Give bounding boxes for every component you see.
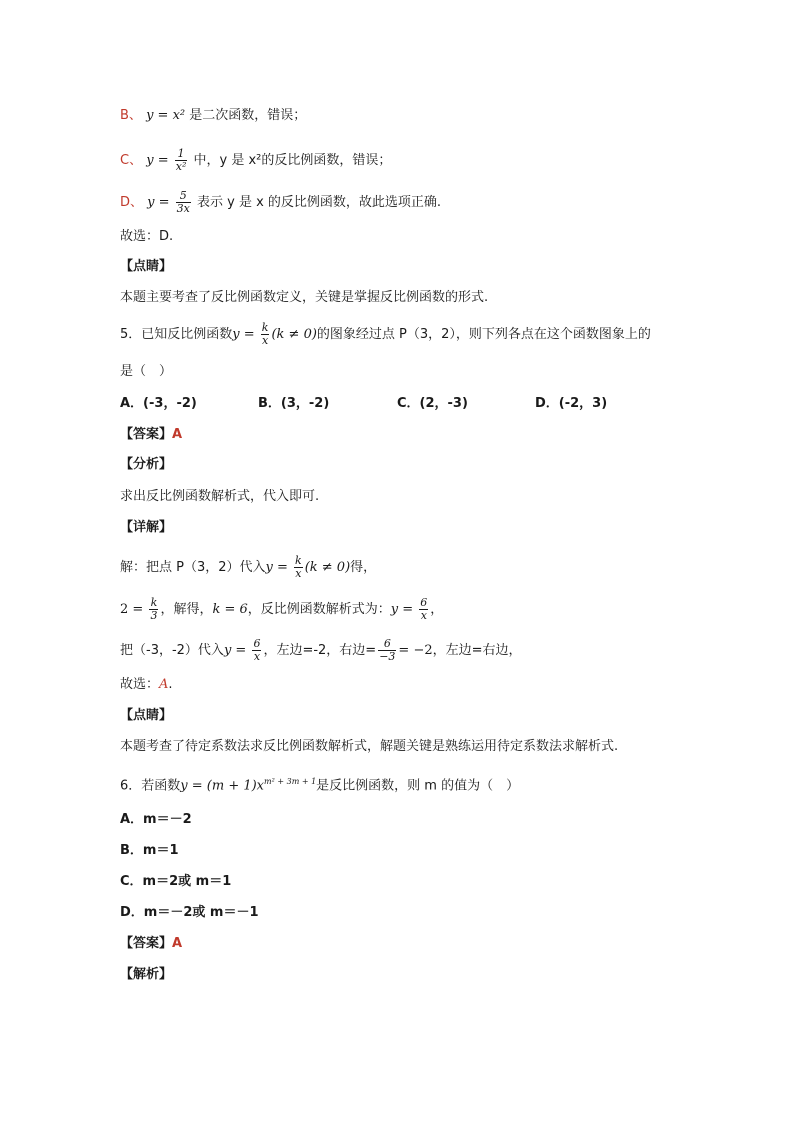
q5-s3-fraction: $\frac{6}{x}$ xyxy=(253,637,261,663)
q5-fenxi-heading: 【分析】 xyxy=(120,457,173,472)
q5-choice: 故选：A. xyxy=(120,677,173,692)
q5-text: 的图象经过点 P（3，2），则下列各点在这个函数图象上的 xyxy=(316,327,651,342)
q5-fraction: $\frac{k}{x}$ xyxy=(261,321,269,347)
dianjing-heading-1: 【点睛】 xyxy=(120,259,173,274)
q5-prefix: 5．已知反比例函数 xyxy=(120,327,233,342)
q6-jiexi-heading: 【解析】 xyxy=(120,967,173,982)
q5-line-2: 是（ ） xyxy=(120,364,173,379)
option-b-text: 是二次函数，错误； xyxy=(189,108,307,123)
q6-answer-label: 【答案】 xyxy=(120,936,173,951)
q6-exponent: m² + 3m + 1 xyxy=(264,777,317,786)
q6-text: 是反比例函数，则 m 的值为（ ） xyxy=(316,778,520,794)
q6-formula: y = (m + 1)x xyxy=(180,778,265,794)
option-d-lhs: y = xyxy=(147,195,174,210)
q5-s1-fraction: $\frac{k}{x}$ xyxy=(295,554,302,580)
q5-solution-line-3: 把（-3，-2）代入y = $\frac{6}{x}$ ，左边=-2，右边= $\frac{6}{-3}$ = −2，左边=右边， xyxy=(120,637,522,663)
q5-xiangjie-heading: 【详解】 xyxy=(120,520,173,535)
q6-option-c: C．m＝2或 m＝1 xyxy=(120,874,232,889)
q5-s2-fraction: $\frac{k}{3}$ xyxy=(150,596,158,622)
q5-solution-line-2: 2 = $\frac{k}{3}$ ，解得，k = 6，反比例函数解析式为：y = $\frac{6}{x}$ ， xyxy=(120,596,444,622)
q5-answer-label: 【答案】 xyxy=(120,427,173,442)
option-c-fraction: $\frac{1}{\text{x²}}$ xyxy=(175,147,187,173)
q5-answer-value: A xyxy=(172,427,183,442)
q5-answer xyxy=(120,425,182,445)
option-c-explanation xyxy=(120,148,391,173)
option-c-lhs: y = xyxy=(146,153,173,168)
q5-option-c: C．(2，-3) xyxy=(397,396,468,411)
q5-fenxi-text: 求出反比例函数解析式，代入即可. xyxy=(120,489,320,504)
option-b-prefix: B、 xyxy=(120,108,142,123)
option-c-text: 中，y 是 x²的反比例函数，错误； xyxy=(193,153,392,168)
option-d-fraction: $\frac{5}{3x}$ xyxy=(176,189,190,215)
q5-dianjing-text: 本题考查了待定系数法求反比例函数解析式，解题关键是熟练运用待定系数法求解析式. xyxy=(120,739,619,754)
q6-option-b: B．m＝1 xyxy=(120,843,179,858)
q6-answer-value: A xyxy=(172,936,183,951)
question-5 xyxy=(120,322,651,347)
q5-solution-line-1: 解：把点 P（3，2）代入y = $\frac{k}{x}$ (k ≠ 0)得， xyxy=(120,554,377,580)
option-b-formula: y = x² xyxy=(146,108,186,123)
q5-s2-fraction-2: $\frac{6}{x}$ xyxy=(420,596,428,622)
q5-dianjing-heading: 【点睛】 xyxy=(120,708,173,723)
q6-answer xyxy=(120,934,182,954)
q6-option-d: D．m＝－2或 m＝－1 xyxy=(120,905,259,920)
q5-option-d: D．(-2，3) xyxy=(535,396,608,411)
option-d-prefix: D、 xyxy=(120,195,144,210)
choice-line-1: 故选：D. xyxy=(120,229,174,244)
q5-condition: (k ≠ 0) xyxy=(271,327,317,342)
q5-lhs: y = xyxy=(232,327,259,342)
option-c-prefix: C、 xyxy=(120,153,143,168)
option-b-explanation xyxy=(120,106,306,126)
q5-options xyxy=(120,394,680,414)
q5-s3-fraction-2: $\frac{6}{-3}$ xyxy=(379,637,396,663)
q5-option-b: B．(3，-2) xyxy=(258,396,330,411)
option-d-explanation xyxy=(120,190,441,215)
dianjing-text-1: 本题主要考查了反比例函数定义，关键是掌握反比例函数的形式. xyxy=(120,290,489,305)
question-6 xyxy=(120,772,519,796)
q6-option-a: A．m＝－2 xyxy=(120,812,192,827)
q6-prefix: 6．若函数 xyxy=(120,778,181,794)
q5-choice-letter: A xyxy=(159,677,169,692)
option-d-text: 表示 y 是 x 的反比例函数，故此选项正确. xyxy=(197,195,442,210)
q5-option-a: A．(-3，-2) xyxy=(120,396,197,411)
